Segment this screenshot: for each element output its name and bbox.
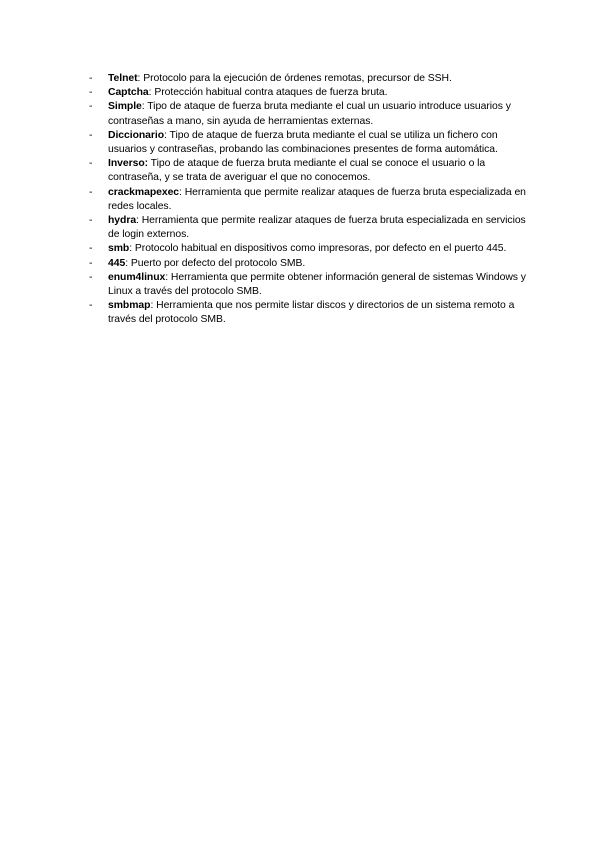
entry-definition: Tipo de ataque de fuerza bruta mediante el cual se utiliza un fichero con usuarios y contraseñas, probando las combinaciones presentes de forma automática.: [108, 129, 498, 156]
entry-separator: :: [136, 215, 139, 227]
list-bullet: -: [89, 101, 93, 113]
entry-definition: Herramienta que nos permite listar discos y directorios de un sistema remoto a través del protocolo SMB.: [108, 300, 515, 326]
glossary-entry-smbmap: [89, 299, 529, 327]
glossary-entry-enum4linux: [89, 271, 529, 299]
entry-text: [108, 214, 529, 242]
entry-separator: :: [148, 87, 152, 99]
glossary-entry-crackmapexec: [89, 186, 529, 214]
list-bullet: -: [89, 87, 93, 99]
entry-definition: Tipo de ataque de fuerza bruta mediante el cual un usuario introduce usuarios y contraseñas a mano, sin ayuda de herramientas externas.: [108, 101, 511, 127]
entry-definition: Herramienta que permite obtener información general de sistemas Windows y Linux a través del protocolo SMB.: [108, 271, 526, 298]
list-bullet: -: [89, 243, 93, 255]
entry-term: 445: [108, 257, 126, 269]
entry-separator: :: [179, 186, 182, 198]
list-bullet: -: [89, 158, 93, 170]
entry-term: smb: [108, 243, 130, 255]
entry-term: enum4linux: [108, 271, 166, 283]
glossary-entry-captcha: [89, 86, 529, 100]
list-bullet: -: [89, 73, 93, 84]
entry-definition: Puerto por defecto del protocolo SMB.: [128, 257, 306, 269]
entry-text: [108, 157, 529, 185]
glossary-entry-smb: [89, 242, 529, 256]
entry-term: smbmap: [108, 300, 151, 312]
glossary-entry-telnet: [89, 72, 529, 86]
list-bullet: -: [89, 186, 93, 198]
entry-text: [108, 186, 529, 214]
entry-separator: :: [150, 300, 154, 312]
entry-term: Captcha: [108, 87, 149, 99]
glossary-entry-hydra: [89, 214, 529, 242]
glossary-entry-445: [89, 257, 529, 271]
entry-separator: :: [125, 257, 129, 269]
entry-term: Inverso:: [108, 158, 149, 170]
list-bullet: -: [89, 271, 93, 283]
entry-separator: :: [165, 271, 169, 283]
entry-text: [108, 72, 529, 86]
entry-text: [108, 129, 529, 157]
entry-text: [108, 271, 529, 299]
entry-separator: :: [137, 73, 141, 84]
glossary-list: [89, 72, 529, 328]
entry-text: [108, 242, 529, 256]
entry-term: Telnet: [108, 73, 138, 84]
entry-separator: :: [164, 129, 167, 141]
list-bullet: -: [89, 215, 93, 227]
entry-term: Simple: [108, 101, 142, 113]
entry-separator: :: [141, 101, 145, 113]
list-bullet: -: [89, 129, 93, 141]
entry-definition: Tipo de ataque de fuerza bruta mediante el cual se conoce el usuario o la contraseña, y se trata de averiguar el que no conocemos.: [108, 158, 486, 184]
glossary-entry-inverso: [89, 157, 529, 185]
entry-text: [108, 257, 529, 271]
entry-definition: Protocolo para la ejecución de órdenes remotas, precursor de SSH.: [140, 73, 452, 84]
entry-text: [108, 299, 529, 327]
entry-definition: Protección habitual contra ataques de fuerza bruta.: [151, 87, 388, 99]
entry-text: [108, 100, 529, 128]
entry-term: hydra: [108, 215, 137, 227]
entry-definition: Herramienta que permite realizar ataques de fuerza bruta especializada en redes locales.: [108, 186, 526, 212]
glossary-entry-diccionario: [89, 129, 529, 157]
entry-text: [108, 86, 529, 100]
entry-separator: :: [129, 243, 133, 255]
entry-definition: Protocolo habitual en dispositivos como impresoras, por defecto en el puerto 445.: [132, 243, 507, 255]
list-bullet: -: [89, 257, 93, 269]
entry-definition: Herramienta que permite realizar ataques de fuerza bruta especializada en servicios de login externos.: [108, 215, 526, 241]
glossary-entry-simple: [89, 100, 529, 128]
entry-term: Diccionario: [108, 129, 165, 141]
entry-term: crackmapexec: [108, 186, 180, 198]
list-bullet: -: [89, 300, 93, 312]
